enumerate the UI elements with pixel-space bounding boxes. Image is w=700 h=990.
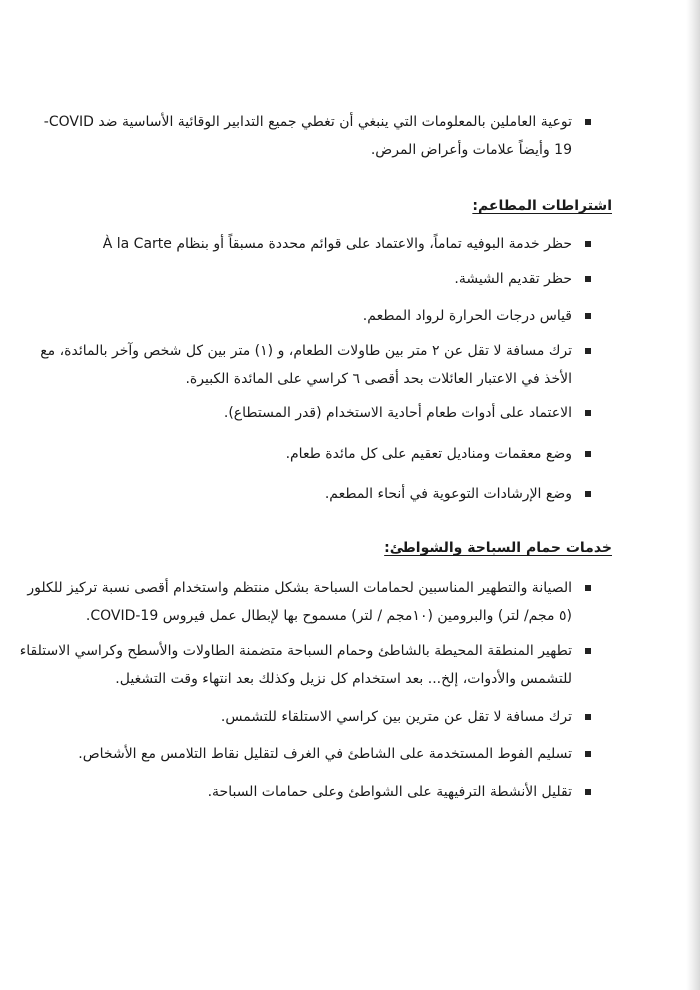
restaurants-item-5: [224, 399, 572, 427]
pools-item-1: [27, 574, 572, 630]
restaurants-item-6: [286, 440, 572, 468]
pools-item-4: [78, 740, 572, 768]
restaurants-item-1-text: حظر خدمة البوفيه تماماً، والاعتماد على قوائم محددة مسبقاً أو بنظام À la Carte: [102, 236, 572, 252]
pools-item-2-line-2: للتشمس والأدوات، إلخ... بعد استخدام كل نزيل وكذلك بعد انتهاء وقت التشغيل.: [115, 671, 572, 687]
pools-item-4-text: تسليم الفوط المستخدمة على الشاطئ في الغرف لتقليل نقاط التلامس مع الأشخاص.: [78, 746, 572, 762]
awareness-item: [43, 108, 572, 164]
bullet-marker: [585, 348, 591, 354]
pools-item-5-text: تقليل الأنشطة الترفيهية على الشواطئ وعلى حمامات السباحة.: [207, 784, 572, 800]
restaurants-item-2: [454, 265, 572, 293]
bullet-marker: [585, 491, 591, 497]
bullet-marker: [585, 313, 591, 319]
bullet-marker: [585, 585, 591, 591]
restaurants-item-5-text: الاعتماد على أدوات طعام أحادية الاستخدام (قدر المستطاع).: [223, 405, 572, 421]
pools-item-3-text: ترك مسافة لا تقل عن مترين بين كراسي الاستلقاء للتشمس.: [220, 709, 572, 725]
pools-item-5: [208, 778, 572, 806]
pools-item-2-line-1: تطهير المنطقة المحيطة بالشاطئ وحمام السباحة متضمنة الطاولات والأسطح وكراسي الاستلقاء: [19, 643, 572, 659]
bullet-marker: [585, 648, 591, 654]
pools-item-1-line-2: (٥ مجم/ لتر) والبرومين (١٠مجم / لتر) مسموح بها لإبطال عمل فيروس COVID-19.: [85, 608, 572, 624]
restaurants-item-4-line-1: ترك مسافة لا تقل عن ٢ متر بين طاولات الطعام، و (١) متر بين كل شخص وآخر بالمائدة، مع: [40, 343, 572, 359]
bullet-marker: [585, 789, 591, 795]
bullet-marker: [585, 714, 591, 720]
restaurants-item-7: [325, 480, 572, 508]
restaurants-item-1: [103, 230, 572, 258]
pools-item-2: [19, 637, 572, 693]
bullet-marker: [585, 241, 591, 247]
restaurants-item-7-text: وضع الإرشادات التوعوية في أنحاء المطعم.: [324, 486, 572, 502]
restaurants-item-3: [363, 302, 572, 330]
restaurants-item-4-line-2: الأخذ في الاعتبار العائلات بحد أقصى ٦ كراسي على المائدة الكبيرة.: [185, 371, 572, 387]
pools-item-1-line-1: الصيانة والتطهير المناسبين لحمامات السباحة بشكل منتظم واستخدام أقصى نسبة تركيز للكلور: [27, 580, 572, 596]
pools-item-3: [221, 703, 572, 731]
pools-heading: خدمات حمام السباحة والشواطئ:: [384, 540, 612, 556]
restaurants-item-4: [37, 337, 572, 393]
restaurants-item-2-text: حظر تقديم الشيشة.: [454, 271, 572, 287]
restaurants-item-3-text: قياس درجات الحرارة لرواد المطعم.: [362, 308, 572, 324]
restaurants-item-6-text: وضع معقمات ومناديل تعقيم على كل مائدة طعام.: [285, 446, 572, 462]
bullet-marker: [585, 410, 591, 416]
awareness-line-2: 19 وأيضاً علامات وأعراض المرض.: [370, 142, 572, 158]
awareness-line-1: توعية العاملين بالمعلومات التي ينبغي أن تغطي جميع التدابير الوقائية الأساسية ضد COVID-: [43, 114, 572, 130]
bullet-marker: [585, 751, 591, 757]
bullet-marker: [585, 451, 591, 457]
bullet-marker: [585, 119, 591, 125]
restaurants-heading: اشتراطات المطاعم:: [472, 198, 612, 214]
bullet-marker: [585, 276, 591, 282]
